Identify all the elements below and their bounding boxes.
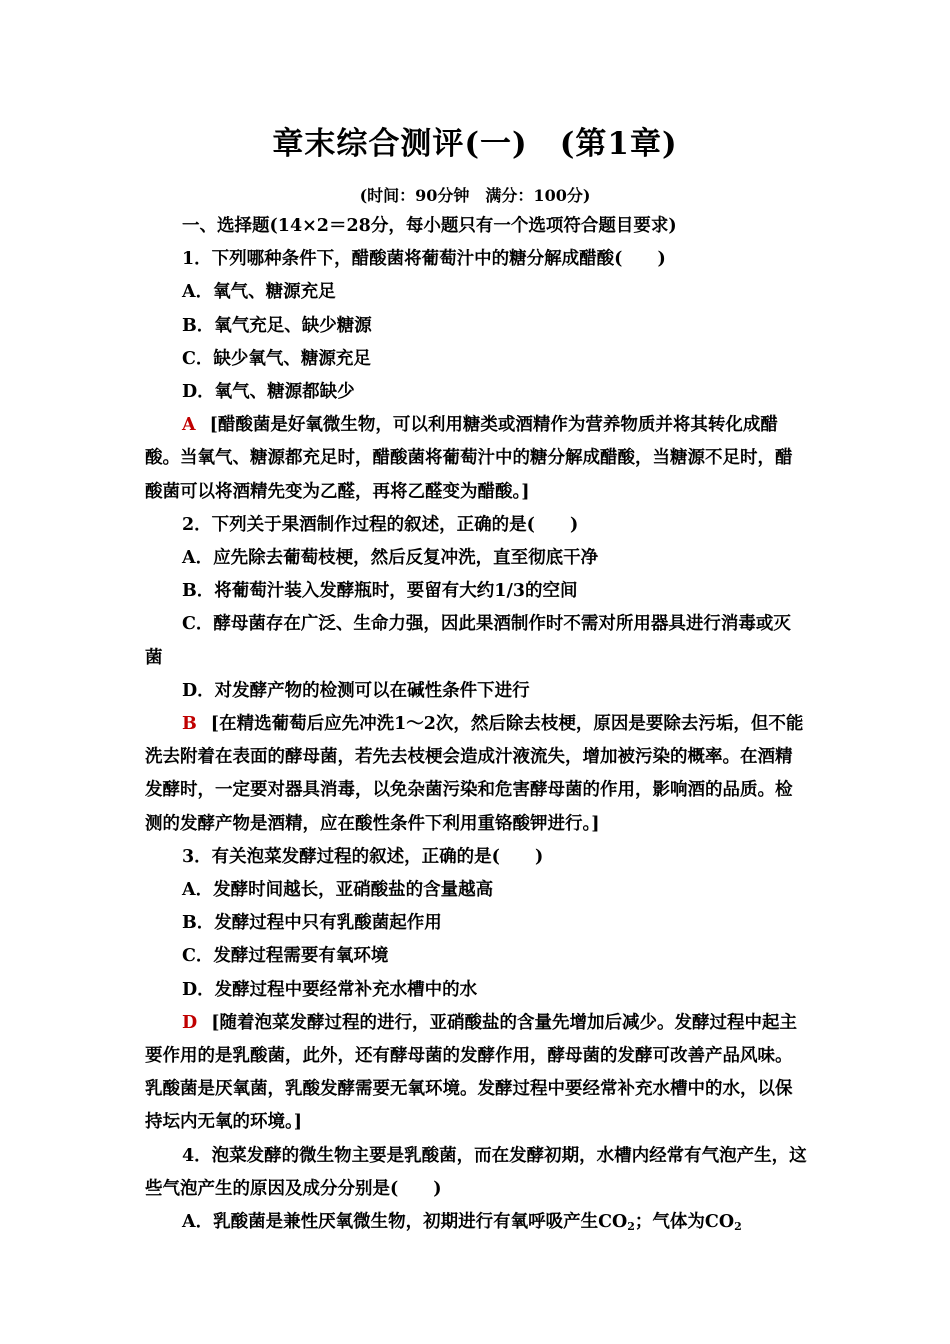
exam-time-score: (时间：90分钟 满分：100分) bbox=[359, 186, 591, 205]
answer-letter: B bbox=[182, 714, 197, 735]
question-4-stem: 4．泡菜发酵的微生物主要是乳酸菌，而在发酵初期，水槽内经常有气泡产生，这些气泡产生的原因及成分分别是( ) bbox=[145, 1145, 807, 1199]
answer-explanation: [在精选葡萄后应先冲洗1～2次，然后除去枝梗，原因是要除去污垢，但不能洗去附着在表面的酵母菌，若先去枝梗会造成汁液流失，增加被污染的概率。在酒精发酵时，一定要对器具消毒，以免杂菌污染和危害酵母菌的作用，影响酒的品质。检测的发酵产物是酒精，应在酸性条件下利用重铬酸钾进行。] bbox=[145, 714, 804, 834]
question-3-option-d: D．发酵过程中要经常补充水槽中的水 bbox=[182, 979, 478, 1000]
question-1-option-c: C．缺少氧气、糖源充足 bbox=[182, 348, 371, 369]
question-1-option-b: B．氧气充足、缺少糖源 bbox=[182, 315, 372, 336]
question-2-option-d: D．对发酵产物的检测可以在碱性条件下进行 bbox=[182, 680, 530, 701]
question-3-option-c: C．发酵过程需要有氧环境 bbox=[182, 946, 389, 967]
question-4-option-a: A．乳酸菌是兼性厌氧微生物，初期进行有氧呼吸产生$CO_2$；气体为$CO_2$ bbox=[182, 1212, 742, 1234]
question-1-option-a: A．氧气、糖源充足 bbox=[182, 282, 336, 303]
question-3-stem: 3．有关泡菜发酵过程的叙述，正确的是( ) bbox=[182, 846, 544, 867]
question-3-option-a: A．发酵时间越长，亚硝酸盐的含量越高 bbox=[182, 880, 494, 901]
question-2-option-a: A．应先除去葡萄枝梗，然后反复冲洗，直至彻底干净 bbox=[182, 548, 599, 569]
question-2-option-b: B．将葡萄汁装入发酵瓶时，要留有大约1/3的空间 bbox=[182, 581, 578, 602]
question-1-option-d: D．氧气、糖源都缺少 bbox=[182, 382, 355, 403]
answer-letter: A bbox=[182, 415, 196, 436]
answer-explanation: [随着泡菜发酵过程的进行，亚硝酸盐的含量先增加后减少。发酵过程中起主要作用的是乳酸菌，此外，还有酵母菌的发酵作用，酵母菌的发酵可改善产品风味。乳酸菌是厌氧菌，乳酸发酵需要无氧环境。发酵过程中要经常补充水槽中的水，以保持坛内无氧的环境。] bbox=[145, 1012, 797, 1133]
question-2-answer bbox=[145, 708, 807, 841]
question-3-option-b: B．发酵过程中只有乳酸菌起作用 bbox=[182, 913, 442, 934]
answer-letter: D bbox=[182, 1012, 198, 1033]
exam-content bbox=[145, 210, 807, 1243]
page-title: 章末综合测评(一) (第1章) bbox=[272, 126, 678, 162]
section-heading: 一、选择题(14×2＝28分，每小题只有一个选项符合题目要求) bbox=[182, 216, 677, 236]
question-3-answer bbox=[145, 1007, 807, 1140]
question-1-stem: 1．下列哪种条件下，醋酸菌将葡萄汁中的糖分解成醋酸( ) bbox=[182, 249, 666, 270]
question-2-stem: 2．下列关于果酒制作过程的叙述，正确的是( ) bbox=[182, 514, 579, 535]
question-2-option-c: C．酵母菌存在广泛、生命力强，因此果酒制作时不需对所用器具进行消毒或灭菌 bbox=[145, 614, 791, 668]
answer-explanation: [醋酸菌是好氧微生物，可以利用糖类或酒精作为营养物质并将其转化成醋酸。当氧气、糖源都充足时，醋酸菌将葡萄汁中的糖分解成醋酸，当糖源不足时，醋酸菌可以将酒精先变为乙醛，再将乙醛变为醋酸。] bbox=[145, 415, 793, 502]
question-1-answer bbox=[145, 409, 807, 509]
